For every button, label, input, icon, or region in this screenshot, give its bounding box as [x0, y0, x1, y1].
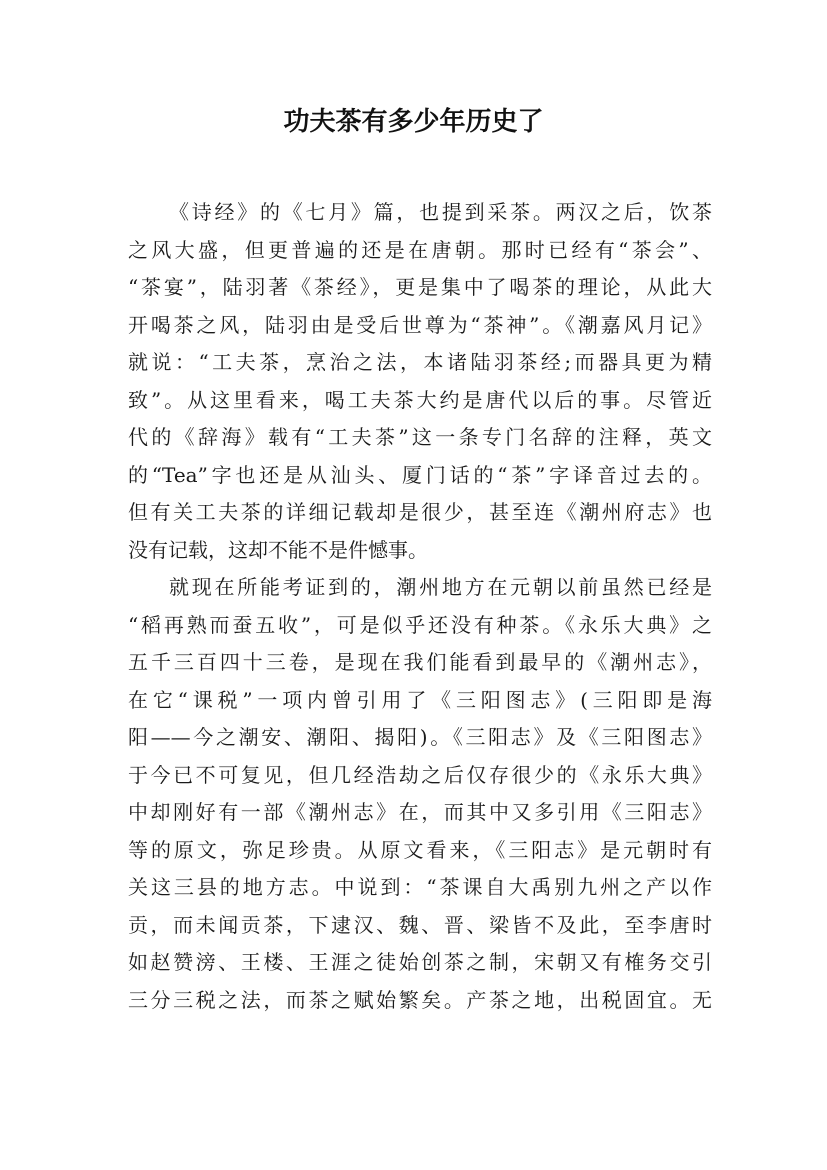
- document-title: 功夫茶有多少年历史了: [283, 107, 544, 137]
- text-line: 阳——今之潮安、潮阳、揭阳)。《三阳志》及《三阳图志》: [128, 725, 712, 749]
- text-line: 贡，而未闻贡茶，下逮汉、魏、晋、梁皆不及此，至李唐时: [128, 912, 712, 937]
- text-line: 但有关工夫茶的详细记载却是很少，甚至连《潮州府志》也: [128, 500, 712, 524]
- text-line: 代的《辞海》载有“工夫茶”这一条专门名辞的注释，英文: [128, 425, 712, 449]
- text-line: 中却刚好有一部《潮州志》在，而其中又多引用《三阳志》: [128, 800, 712, 824]
- text-line: 关这三县的地方志。中说到：“茶课自大禹别九州之产以作: [128, 875, 712, 899]
- text-line: 没有记载，这却不能不是件憾事。: [128, 537, 428, 562]
- text-line: “茶宴”，陆羽著《茶经》，更是集中了喝茶的理论，从此大: [128, 275, 712, 299]
- text-line: 等的原文，弥足珍贵。从原文看来，《三阳志》是元朝时有: [128, 837, 712, 862]
- text-line: 《诗经》的《七月》篇，也提到采茶。两汉之后，饮茶: [169, 200, 712, 224]
- text-line: 就说：“工夫茶，烹治之法，本诸陆羽茶经;而器具更为精: [128, 350, 712, 374]
- text-line: 开喝茶之风，陆羽由是受后世尊为“茶神”。《潮嘉风月记》: [128, 312, 712, 337]
- text-line: “稻再熟而蚕五收”，可是似乎还没有种茶。《永乐大典》之: [128, 612, 712, 637]
- text-line: 五千三百四十三卷，是现在我们能看到最早的《潮州志》，: [128, 650, 712, 674]
- paragraph-2: [128, 569, 712, 1019]
- text-line: 三分三税之法，而茶之赋始繁矣。产茶之地，出税固宜。无: [128, 987, 712, 1012]
- text-line: 于今已不可复见，但几经浩劫之后仅存很少的《永乐大典》: [128, 762, 712, 787]
- text-line: 致”。从这里看来，喝工夫茶大约是唐代以后的事。尽管近: [128, 387, 712, 412]
- paragraph-1: [128, 194, 712, 569]
- text-line: 如赵赞滂、王楼、王涯之徒始创茶之制，宋朝又有榷务交引: [128, 950, 712, 974]
- document-body: [128, 194, 712, 1019]
- text-line: 的“Tea”字也还是从汕头、厦门话的“茶”字译音过去的。: [128, 462, 712, 487]
- text-line: 之风大盛，但更普遍的还是在唐朝。那时已经有“茶会”、: [128, 237, 712, 262]
- text-line: 就现在所能考证到的，潮州地方在元朝以前虽然已经是: [169, 575, 712, 599]
- text-line: 在它“课税”一项内曾引用了《三阳图志》(三阳即是海: [128, 687, 712, 712]
